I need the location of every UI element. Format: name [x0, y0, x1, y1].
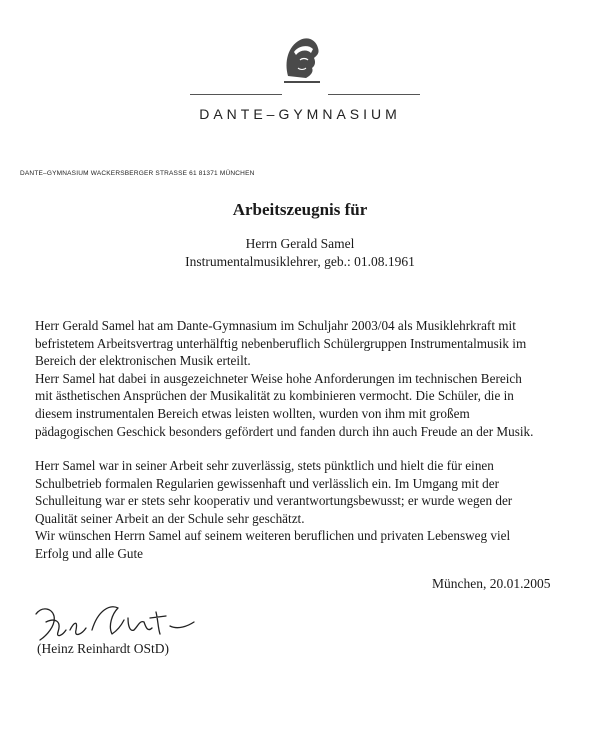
recipient-name: Herrn Gerald Samel	[245, 236, 355, 251]
sender-address: DANTE–GYMNASIUM WACKERSBERGER STRASSE 61 81371 MÜNCHEN	[20, 170, 255, 177]
dante-portrait-logo	[280, 32, 324, 84]
text-line: Herr Gerald Samel hat am Dante-Gymnasium im Schuljahr 2003/04 als Musiklehrkraft mit	[35, 318, 516, 333]
letterhead	[0, 14, 600, 122]
place-date: München, 20.01.2005	[432, 576, 551, 591]
text-line: Qualität seiner Arbeit an der Schule sehr geschätzt.	[35, 510, 305, 526]
text-line: mit ästhetischen Ansprüchen der Musikalität zu kombinieren vermocht. Die Schüler, die in	[35, 388, 514, 404]
text-line: Herr Samel war in seiner Arbeit sehr zuverlässig, stets pünktlich und hielt die für einen	[35, 458, 494, 473]
signer-name: (Heinz Reinhardt OStD)	[37, 641, 169, 656]
logo-rule-right	[328, 94, 420, 95]
text-line: Herr Samel hat dabei in ausgezeichneter Weise hohe Anforderungen im technischen Bereich	[35, 370, 522, 386]
recipient-info: Instrumentalmusiklehrer, geb.: 01.08.1961	[185, 254, 415, 269]
text-line: befristetem Arbeitsvertrag unterhälftig nebenberuflich Schülergruppen Instrumentalmusik im	[35, 335, 527, 351]
text-line: Schulleitung war er stets sehr kooperativ und verantwortungsbewusst; er wurde wegen der	[35, 493, 513, 509]
text-line: Bereich der elektronischen Musik erteilt.	[35, 353, 251, 369]
recipient-block	[0, 235, 600, 271]
paragraph-2	[35, 457, 580, 563]
text-line: diesem instrumentalen Bereich etwas leisten wollten, wurden von ihm mit großem	[35, 405, 470, 421]
handwritten-signature	[32, 600, 212, 646]
text-line: Schulbetrieb formalen Regularien gewissenhaft und verlässlich ein. Im Umgang mit der	[35, 475, 499, 491]
logo-rule-left	[190, 94, 282, 95]
text-line: pädagogischen Geschick besonders gefördert und fanden durch ihn auch Freude an der Musik.	[35, 423, 534, 439]
document-title: Arbeitszeugnis für	[232, 200, 368, 219]
text-line: Wir wünschen Herrn Samel auf seinem weiteren beruflichen und privaten Lebensweg viel	[35, 528, 511, 544]
text-line: Erfolg und alle Gute	[35, 545, 144, 561]
school-name: DANTE–GYMNASIUM	[199, 106, 401, 122]
paragraph-1	[35, 317, 580, 440]
